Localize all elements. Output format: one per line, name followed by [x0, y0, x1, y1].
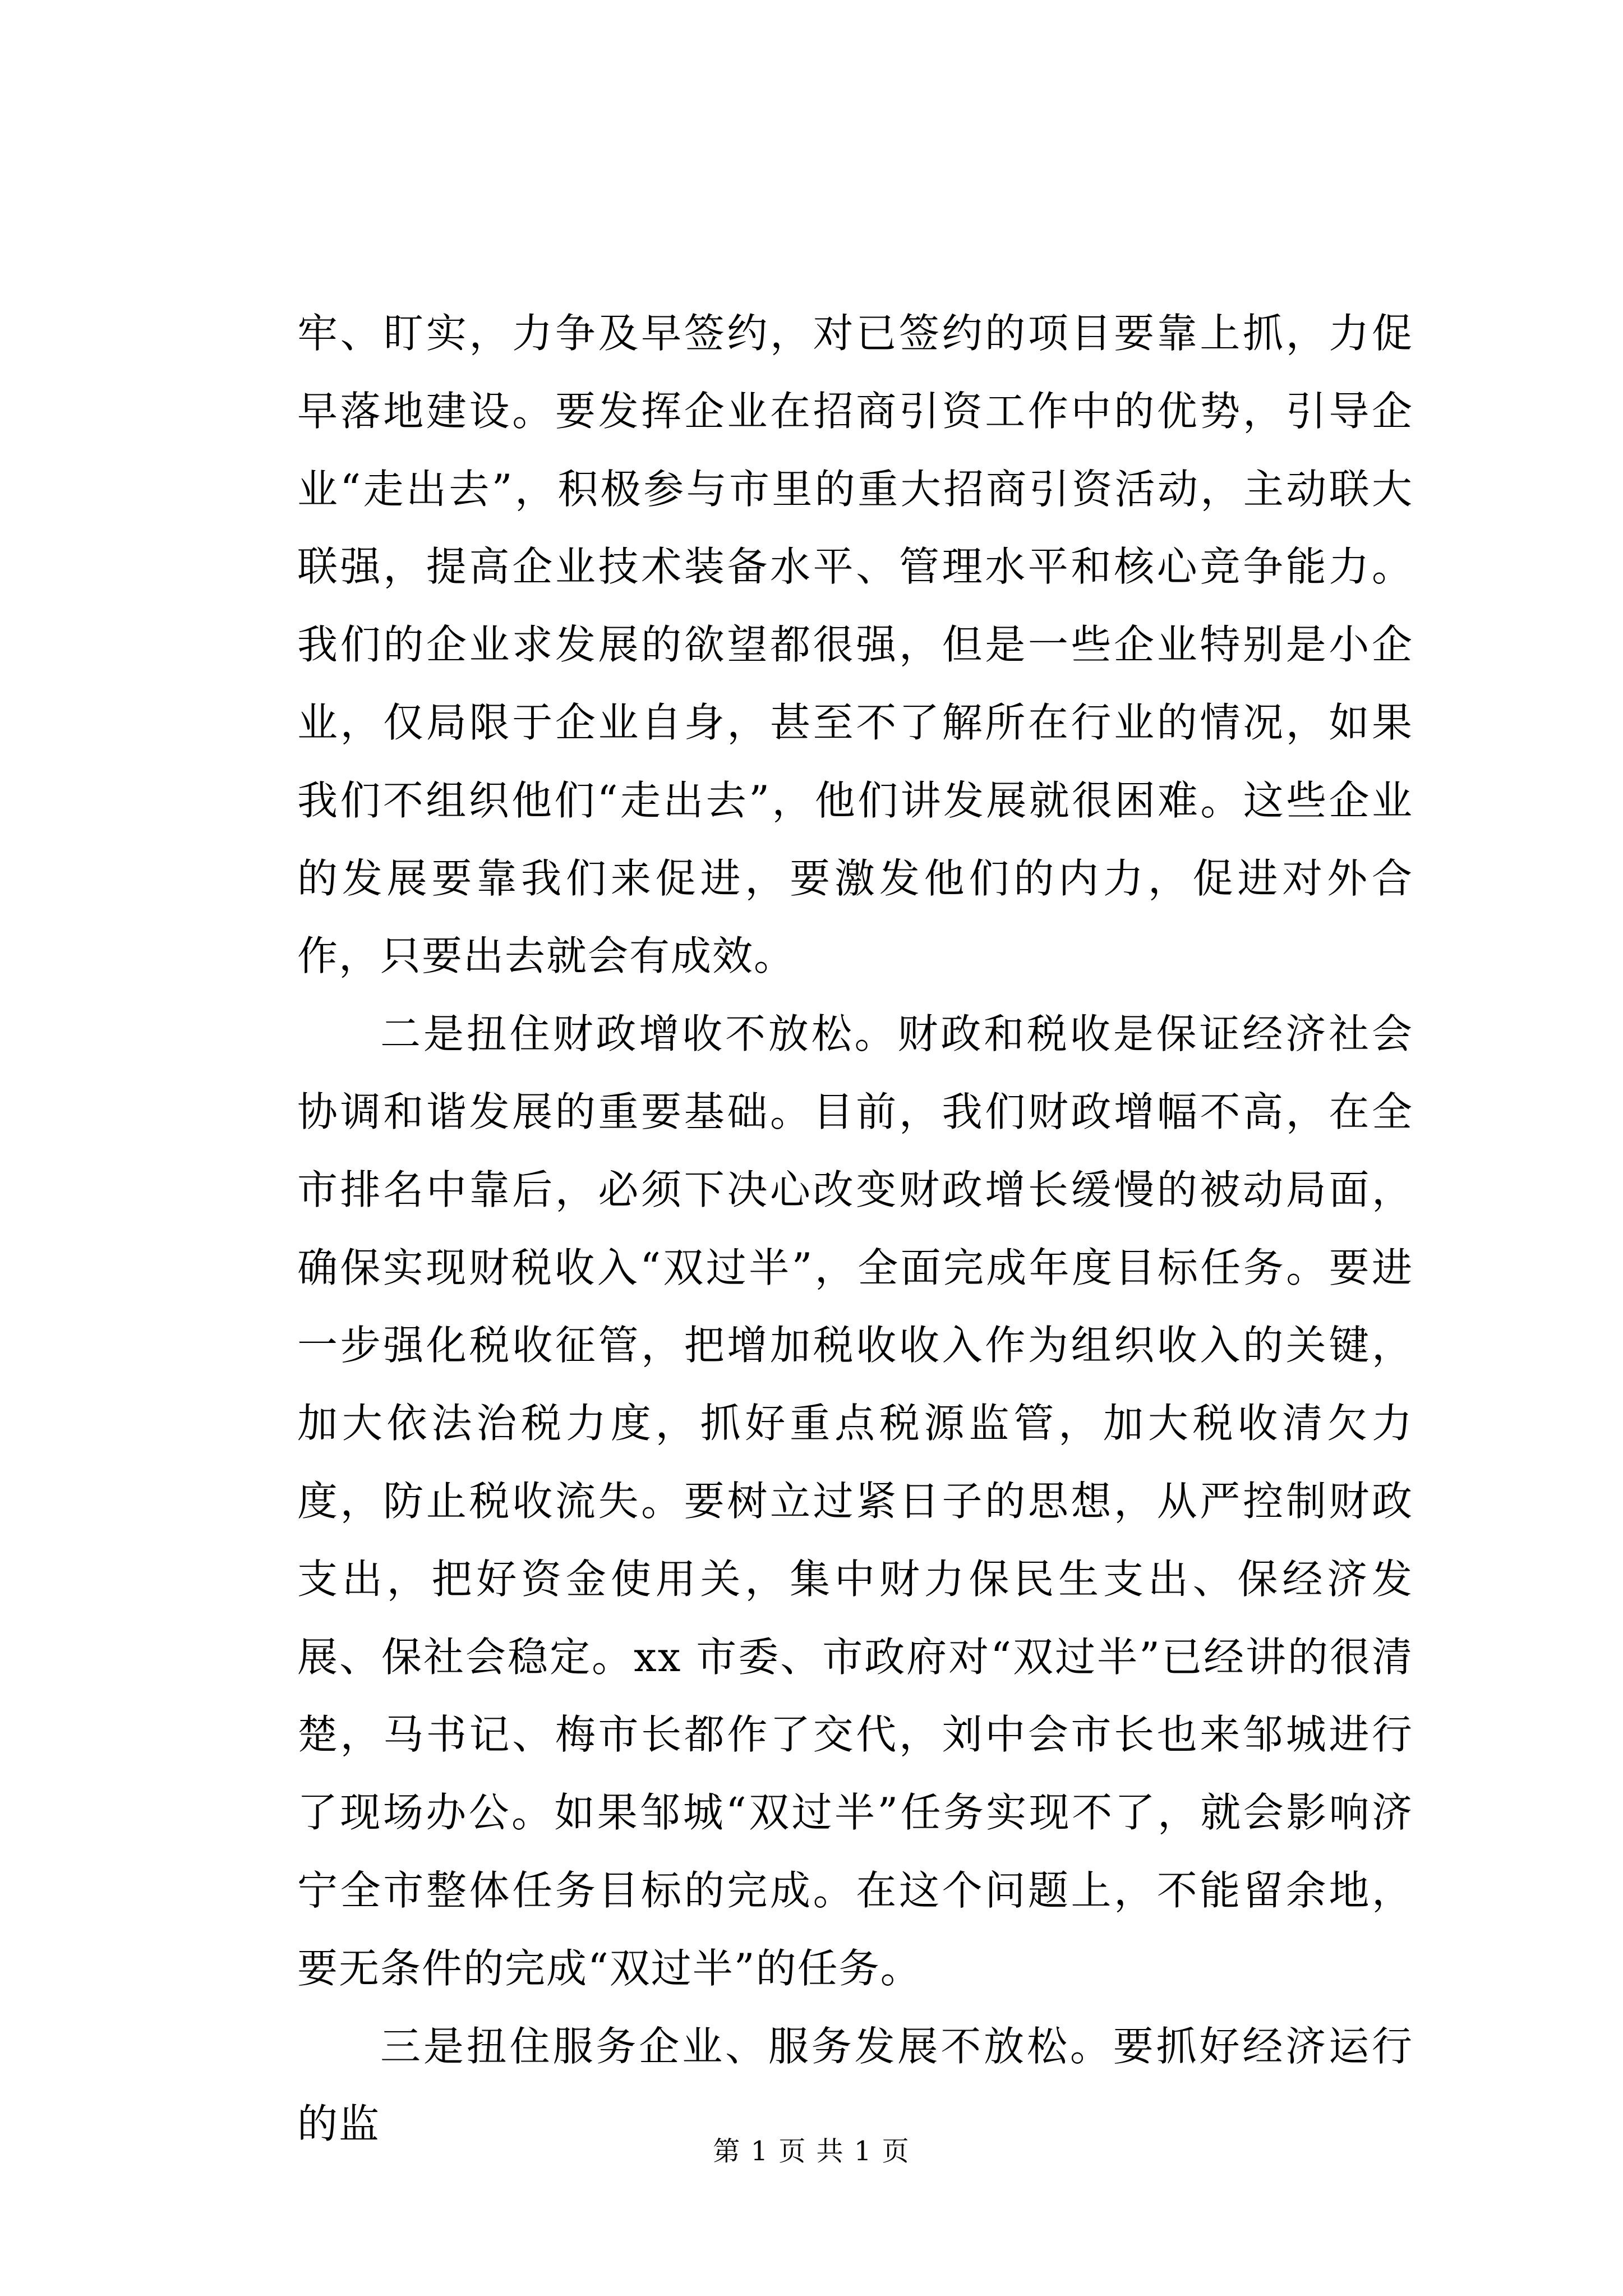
page-footer: 第 1 页 共 1 页	[713, 2136, 910, 2167]
paragraph-fiscal-revenue: 二是扭住财政增收不放松。财政和税收是保证经济社会协调和谐发展的重要基础。目前，我们财政增幅不高，在全市排名中靠后，必须下决心改变财政增长缓慢的被动局面，确保实现财税收入“双过半”，全面完成年度目标任务。要进一步强化税收征管，把增加税收收入作为组织收入的关键，加大依法治税力度，抓好重点税源监管，加大税收清欠力度，防止税收流失。要树立过紧日子的思想，从严控制财政支出，把好资金使用关，集中财力保民生支出、保经济发展、保社会稳定。xx 市委、市政府对“双过半”已经讲的很清楚，马书记、梅市长都作了交代，刘中会市长也来邹城进行了现场办公。如果邹城“双过半”任务实现不了，就会影响济宁全市整体任务目标的完成。在这个问题上，不能留余地，要无条件的完成“双过半”的任务。	[297, 1010, 1413, 1992]
paragraph-service-enterprises: 三是扭住服务企业、服务发展不放松。要抓好经济运行的监	[297, 2022, 1413, 2148]
document-body	[297, 295, 1413, 2163]
paragraph-continuation: 牢、盯实，力争及早签约，对已签约的项目要靠上抓，力促早落地建设。要发挥企业在招商引资工作中的优势，引导企业“走出去”，积极参与市里的重大招商引资活动，主动联大联强，提高企业技术装备水平、管理水平和核心竞争能力。我们的企业求发展的欲望都很强，但是一些企业特别是小企业，仅局限于企业自身，甚至不了解所在行业的情况，如果我们不组织他们“走出去”，他们讲发展就很困难。这些企业的发展要靠我们来促进，要激发他们的内力，促进对外合作，只要出去就会有成效。	[297, 310, 1413, 980]
